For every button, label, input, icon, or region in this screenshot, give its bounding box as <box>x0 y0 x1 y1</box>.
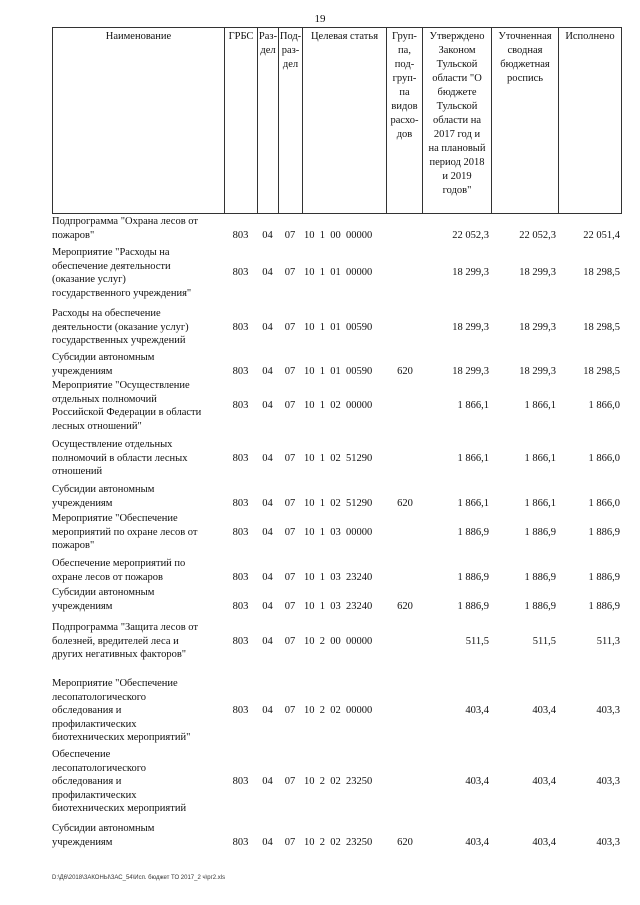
cell-grbs: 803 <box>232 571 249 583</box>
cell-executed: 18 298,5 <box>583 365 620 377</box>
row-name <box>52 557 224 584</box>
cell-approved: 1 886,9 <box>457 571 489 583</box>
cell-grbs: 803 <box>232 321 249 333</box>
cell-podrazdel: 07 <box>284 600 296 612</box>
cell-executed: 403,3 <box>596 776 620 788</box>
header-target-article: Целевая статья <box>302 27 386 214</box>
cell-refined: 18 299,3 <box>519 321 556 333</box>
cell-refined: 1 886,9 <box>524 571 556 583</box>
cell-approved: 1 886,9 <box>457 526 489 538</box>
row-name-line: Осуществление отдельных <box>52 439 173 450</box>
row-name-line: обеспечение деятельности <box>52 260 171 272</box>
cell-target: 10 1 01 00000 <box>304 267 373 279</box>
cell-grbs: 803 <box>232 836 249 848</box>
cell-grbs: 803 <box>232 776 249 788</box>
cell-podrazdel: 07 <box>284 267 296 279</box>
cell-target: 10 2 02 23250 <box>304 836 373 848</box>
row-name-line: Мероприятие "Расходы на <box>52 247 170 258</box>
header-razdel: Раз- дел <box>257 27 278 214</box>
cell-executed: 18 298,5 <box>583 321 620 333</box>
row-name-line: болезней, вредителей леса и <box>52 635 179 647</box>
cell-grbs: 803 <box>232 526 249 538</box>
cell-target: 10 2 02 00000 <box>304 705 373 717</box>
cell-executed: 1 886,9 <box>588 600 620 612</box>
cell-target: 10 1 03 23240 <box>304 600 373 612</box>
cell-grbs: 803 <box>232 267 249 279</box>
cell-razdel: 04 <box>262 600 273 612</box>
row-name-line: учреждениям <box>52 497 113 509</box>
cell-target: 10 1 02 00000 <box>304 400 373 412</box>
cell-razdel: 04 <box>262 571 273 583</box>
row-name-line: Обеспечение <box>52 749 111 760</box>
row-name-line: мероприятий по охране лесов от <box>52 526 198 538</box>
row-name-line: обследования и <box>52 705 122 717</box>
cell-target: 10 1 00 00000 <box>304 229 373 241</box>
cell-podrazdel: 07 <box>284 497 296 509</box>
row-name-line: Субсидии автономным <box>52 484 155 495</box>
header-group: Груп- па, под- груп- па видов расхо- дов <box>386 27 422 214</box>
cell-refined: 18 299,3 <box>519 267 556 279</box>
cell-executed: 22 051,4 <box>583 229 620 241</box>
row-name <box>52 586 224 613</box>
cell-refined: 1 866,1 <box>524 452 556 464</box>
row-name-line: Мероприятие "Обеспечение <box>52 678 178 689</box>
cell-podrazdel: 07 <box>284 229 296 241</box>
header-podrazdel: Под- раз- дел <box>278 27 302 214</box>
cell-grbs: 803 <box>232 400 249 412</box>
header-executed: Исполнено <box>558 27 622 214</box>
cell-target: 10 1 03 23240 <box>304 571 373 583</box>
row-name-line: лесных отношений" <box>52 420 142 432</box>
row-name <box>52 351 224 378</box>
row-name-line: Субсидии автономным <box>52 587 155 598</box>
row-name-line: деятельности (оказание услуг) <box>52 321 189 333</box>
cell-grbs: 803 <box>232 229 249 241</box>
cell-target: 10 1 02 51290 <box>304 497 373 509</box>
cell-podrazdel: 07 <box>284 400 296 412</box>
cell-podrazdel: 07 <box>284 635 296 647</box>
cell-target: 10 1 01 00590 <box>304 365 373 377</box>
row-name-line: Подпрограмма "Охрана лесов от <box>52 216 199 227</box>
cell-approved: 22 052,3 <box>452 229 489 241</box>
cell-executed: 1 866,0 <box>588 497 620 509</box>
cell-podrazdel: 07 <box>284 776 296 788</box>
row-name-line: учреждениям <box>52 365 113 377</box>
cell-razdel: 04 <box>262 705 273 717</box>
cell-razdel: 04 <box>262 836 273 848</box>
row-name-line: Субсидии автономным <box>52 823 155 834</box>
footer-file-path: D:\Д6\2018\ЗАКОНЫ\ЗАС_54\Исп. бюджет ТО 2017_2 ч\рг2.xls <box>52 875 226 881</box>
row-name-line: Мероприятие "Осуществление <box>52 380 190 391</box>
cell-target: 10 2 02 23250 <box>304 776 373 788</box>
cell-razdel: 04 <box>262 635 273 647</box>
cell-approved: 511,5 <box>465 635 489 647</box>
cell-podrazdel: 07 <box>284 365 296 377</box>
row-name-line: пожаров" <box>52 540 95 552</box>
row-name <box>52 621 224 662</box>
row-name-line: Подпрограмма "Защита лесов от <box>52 622 198 633</box>
cell-refined: 1 866,1 <box>524 497 556 509</box>
cell-approved: 1 866,1 <box>457 400 489 412</box>
row-name-line: профилактических <box>52 718 137 730</box>
cell-refined: 18 299,3 <box>519 365 556 377</box>
cell-razdel: 04 <box>262 526 273 538</box>
cell-podrazdel: 07 <box>284 452 296 464</box>
cell-razdel: 04 <box>262 321 273 333</box>
row-name-line: отдельных полномочий <box>52 393 157 405</box>
cell-razdel: 04 <box>262 452 273 464</box>
cell-approved: 18 299,3 <box>452 321 489 333</box>
cell-refined: 511,5 <box>532 635 556 647</box>
cell-target: 10 2 00 00000 <box>304 635 373 647</box>
row-name-line: государственного учреждения" <box>52 287 192 299</box>
row-name <box>52 483 224 510</box>
cell-razdel: 04 <box>262 776 273 788</box>
row-name <box>52 246 224 300</box>
cell-executed: 1 866,0 <box>588 400 620 412</box>
row-name-line: биотехнических мероприятий" <box>52 732 191 744</box>
row-name <box>52 748 224 816</box>
row-name-line: биотехнических мероприятий <box>52 803 187 815</box>
header-grbs: ГРБС <box>224 27 257 214</box>
row-name-line: Расходы на обеспечение <box>52 308 161 319</box>
cell-target: 10 1 03 00000 <box>304 526 373 538</box>
cell-approved: 1 866,1 <box>457 497 489 509</box>
page-number: 19 <box>314 13 326 25</box>
cell-refined: 22 052,3 <box>519 229 556 241</box>
row-name-line: Мероприятие "Обеспечение <box>52 513 178 524</box>
cell-approved: 403,4 <box>465 705 489 717</box>
cell-razdel: 04 <box>262 400 273 412</box>
cell-executed: 403,3 <box>596 705 620 717</box>
cell-target: 10 1 01 00590 <box>304 321 373 333</box>
row-name <box>52 512 224 553</box>
cell-refined: 403,4 <box>532 836 556 848</box>
row-name-line: государственных учреждений <box>52 335 186 347</box>
cell-refined: 1 886,9 <box>524 600 556 612</box>
row-name <box>52 822 224 849</box>
cell-executed: 403,3 <box>596 836 620 848</box>
cell-approved: 403,4 <box>465 776 489 788</box>
cell-executed: 1 866,0 <box>588 452 620 464</box>
row-name <box>52 677 224 745</box>
cell-grbs: 803 <box>232 705 249 717</box>
cell-grbs: 803 <box>232 600 249 612</box>
cell-podrazdel: 07 <box>284 836 296 848</box>
cell-razdel: 04 <box>262 365 273 377</box>
cell-approved: 403,4 <box>465 836 489 848</box>
cell-podrazdel: 07 <box>284 526 296 538</box>
row-name-line: лесопатологического <box>52 762 147 774</box>
cell-executed: 1 886,9 <box>588 526 620 538</box>
row-name-line: пожаров" <box>52 229 95 241</box>
row-name-line: обследования и <box>52 776 122 788</box>
row-name <box>52 307 224 348</box>
cell-refined: 1 866,1 <box>524 400 556 412</box>
cell-refined: 403,4 <box>532 776 556 788</box>
cell-podrazdel: 07 <box>284 571 296 583</box>
row-name <box>52 215 224 242</box>
cell-executed: 511,3 <box>596 635 620 647</box>
row-name-line: (оказание услуг) <box>52 274 126 286</box>
row-name-line: полномочий в области лесных <box>52 452 188 464</box>
cell-razdel: 04 <box>262 497 273 509</box>
cell-approved: 1 886,9 <box>457 600 489 612</box>
row-name-line: Российской Федерации в области <box>52 407 202 419</box>
row-name-line: охране лесов от пожаров <box>52 571 164 583</box>
cell-approved: 1 866,1 <box>457 452 489 464</box>
cell-group: 620 <box>397 836 413 848</box>
cell-razdel: 04 <box>262 267 273 279</box>
header-name: Наименование <box>52 27 224 214</box>
cell-group: 620 <box>397 497 413 509</box>
row-name <box>52 438 224 479</box>
row-name-line: Субсидии автономным <box>52 352 155 363</box>
row-name-line: лесопатологического <box>52 691 147 703</box>
cell-executed: 1 886,9 <box>588 571 620 583</box>
cell-refined: 1 886,9 <box>524 526 556 538</box>
row-name-line: других негативных факторов" <box>52 649 187 661</box>
header-refined: Уточненная сводная бюджетная роспись <box>491 27 558 214</box>
row-name <box>52 379 224 433</box>
cell-group: 620 <box>397 365 413 377</box>
row-name-line: профилактических <box>52 789 137 801</box>
cell-refined: 403,4 <box>532 705 556 717</box>
row-name-line: отношений <box>52 466 103 478</box>
cell-podrazdel: 07 <box>284 321 296 333</box>
row-name-line: учреждениям <box>52 600 113 612</box>
cell-razdel: 04 <box>262 229 273 241</box>
header-approved: Утверждено Законом Тульской области "О бюджете Тульской области на 2017 год и на плановый период 2018 и 2019 годов" <box>422 27 491 214</box>
cell-podrazdel: 07 <box>284 705 296 717</box>
cell-approved: 18 299,3 <box>452 267 489 279</box>
cell-approved: 18 299,3 <box>452 365 489 377</box>
row-name-line: Обеспечение мероприятий по <box>52 558 186 569</box>
cell-grbs: 803 <box>232 452 249 464</box>
cell-target: 10 1 02 51290 <box>304 452 373 464</box>
cell-grbs: 803 <box>232 497 249 509</box>
row-name-line: учреждениям <box>52 836 113 848</box>
cell-grbs: 803 <box>232 365 249 377</box>
cell-executed: 18 298,5 <box>583 267 620 279</box>
cell-group: 620 <box>397 600 413 612</box>
cell-grbs: 803 <box>232 635 249 647</box>
